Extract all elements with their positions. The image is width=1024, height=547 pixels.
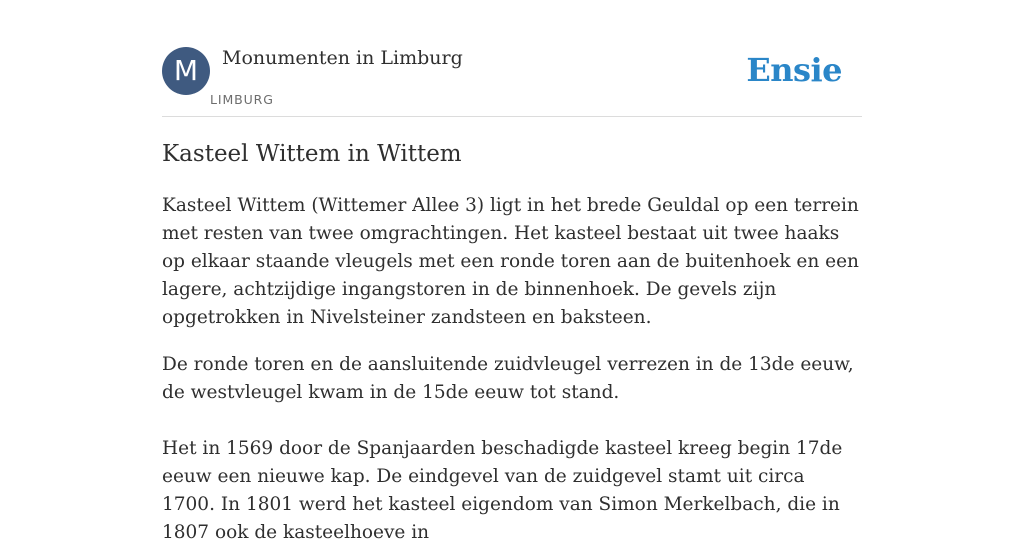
page-header: [162, 46, 862, 117]
article-paragraph: Het in 1569 door de Spanjaarden beschadigde kasteel kreeg begin 17de eeuw een nieuwe kap. De eindgevel van de zuidgevel stamt uit circa 1700. In 1801 werd het kasteel eigendom van Simon Merkelbach, die in 1807 ook de kasteelhoeve in: [162, 438, 843, 543]
article-paragraph: De ronde toren en de aansluitende zuidvleugel verrezen in de 13de eeuw, de westvleugel kwam in de 15de eeuw tot stand.: [162, 354, 854, 403]
account-name-link[interactable]: Monumenten in Limburg: [222, 47, 463, 69]
brand-logo[interactable]: Ensie: [746, 51, 842, 89]
account-region-label[interactable]: LIMBURG: [210, 92, 274, 107]
article-title: Kasteel Wittem in Wittem: [162, 141, 462, 167]
avatar[interactable]: M: [162, 47, 210, 95]
article-content: [162, 136, 862, 547]
article-paragraph: Kasteel Wittem (Wittemer Allee 3) ligt in het brede Geuldal op een terrein met resten van twee omgrachtingen. Het kasteel bestaat uit twee haaks op elkaar staande vleugels met een ronde toren aan de buitenhoek en een lagere, achtzijdige ingangstoren in de binnenhoek. De gevels zijn opgetrokken in Nivelsteiner zandsteen en baksteen.: [162, 195, 859, 328]
